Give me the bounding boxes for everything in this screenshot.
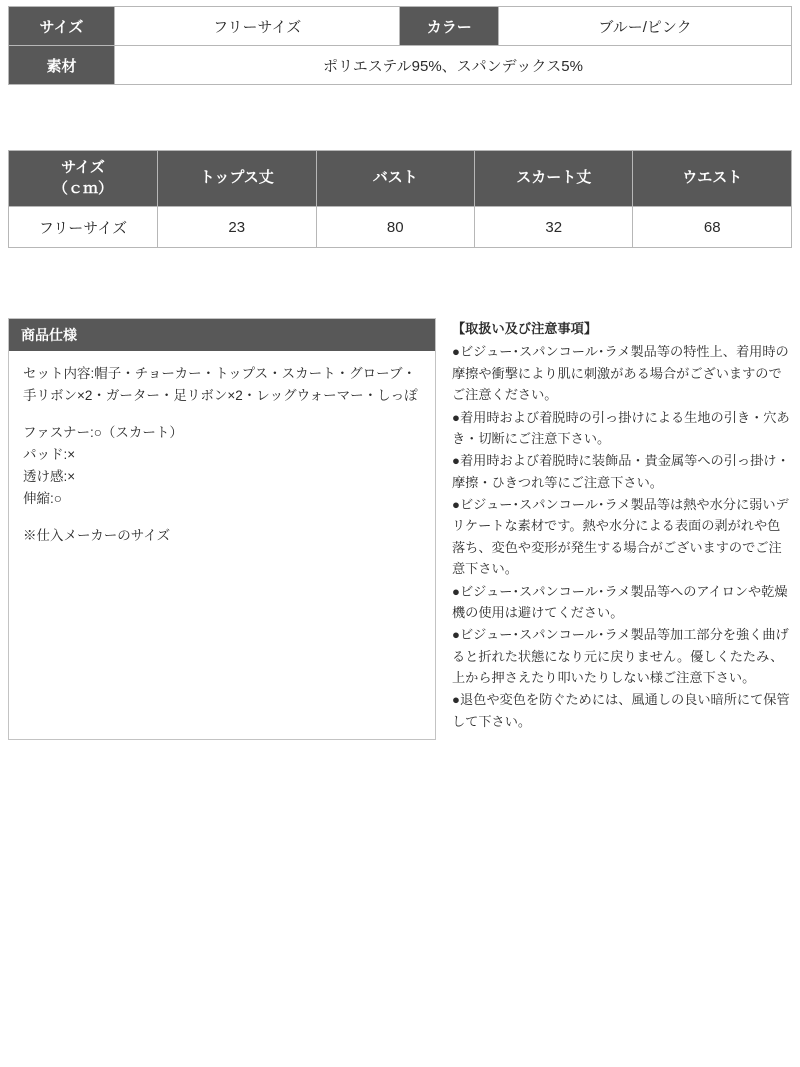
product-spec-pad: パッド:× <box>23 446 76 462</box>
spacer <box>23 408 421 422</box>
cautions-list <box>452 341 792 732</box>
measurement-table <box>8 150 792 248</box>
spec-label-color: カラー <box>400 7 498 46</box>
measure-header-size-line2: （ｃｍ） <box>53 179 114 197</box>
measure-header-size <box>9 151 158 207</box>
spec-value-size: フリーサイズ <box>114 7 400 46</box>
measure-header-skirt-length: スカート丈 <box>474 151 632 207</box>
measure-header-tops-length: トップス丈 <box>158 151 316 207</box>
spec-table <box>8 6 792 85</box>
list-item: ●着用時および着脱時に装飾品・貴金属等への引っ掛け・摩擦・ひきつれ等にご注意下さい。 <box>452 453 790 490</box>
list-item: ●ビジュー･スパンコール･ラメ製品等は熱や水分に弱いデリケートな素材です。熱や水分による表面の剥がれや色落ち、変色や変形が発生する場合がございますのでご注意下さい。 <box>452 497 789 577</box>
product-spec-sheer: 透け感:× <box>23 469 76 485</box>
table-row <box>9 207 792 248</box>
product-spec-title: 商品仕様 <box>9 319 435 351</box>
product-spec-note: ※仕入メーカーのサイズ <box>23 527 171 543</box>
product-spec-set-contents: セット内容:帽子・チョーカー・トップス・スカート・グローブ・手リボン×2・ガーター・足リボン×2・レッグウォーマー・しっぽ <box>23 366 418 404</box>
measure-header-waist: ウエスト <box>633 151 792 207</box>
list-item: ●退色や変色を防ぐためには、風通しの良い暗所にて保管して下さい。 <box>452 692 790 729</box>
spec-label-material: 素材 <box>9 46 115 85</box>
table-row <box>9 46 792 85</box>
list-item: ●ビジュー･スパンコール･ラメ製品等へのアイロンや乾燥機の使用は避けてください。 <box>452 583 788 620</box>
list-item: ●着用時および着脱時の引っ掛けによる生地の引き・穴あき・切断にご注意下さい。 <box>452 409 790 446</box>
list-item: ●ビジュー･スパンコール･ラメ製品等加工部分を強く曲げると折れた状態になり元に戻りません。優しくたたみ、上から押さえたり叩いたりしない様ご注意下さい。 <box>452 627 789 685</box>
measure-cell-tops-length: 23 <box>158 207 316 248</box>
cautions-panel <box>452 318 792 733</box>
measure-cell-waist: 68 <box>633 207 792 248</box>
product-spec-body <box>9 351 435 557</box>
spec-label-size: サイズ <box>9 7 115 46</box>
measure-cell-bust: 80 <box>316 207 474 248</box>
table-row <box>9 7 792 46</box>
spec-value-material: ポリエステル95%、スパンデックス5% <box>114 46 791 85</box>
measure-header-size-line1: サイズ <box>61 159 105 177</box>
table-header-row <box>9 151 792 207</box>
measure-cell-skirt-length: 32 <box>474 207 632 248</box>
spacer <box>23 511 421 525</box>
product-spec-panel <box>8 318 436 740</box>
measure-header-bust: バスト <box>316 151 474 207</box>
spec-value-color: ブルー/ピンク <box>498 7 791 46</box>
product-spec-zipper: ファスナー:○（スカート） <box>23 424 183 440</box>
list-item: ●ビジュー･スパンコール･ラメ製品等の特性上、着用時の摩擦や衝撃により肌に刺激がある場合がございますのでご注意ください。 <box>452 344 789 403</box>
measure-cell-size: フリーサイズ <box>9 207 158 248</box>
cautions-title: 【取扱い及び注意事項】 <box>452 321 598 336</box>
product-spec-stretch: 伸縮:○ <box>23 491 62 507</box>
